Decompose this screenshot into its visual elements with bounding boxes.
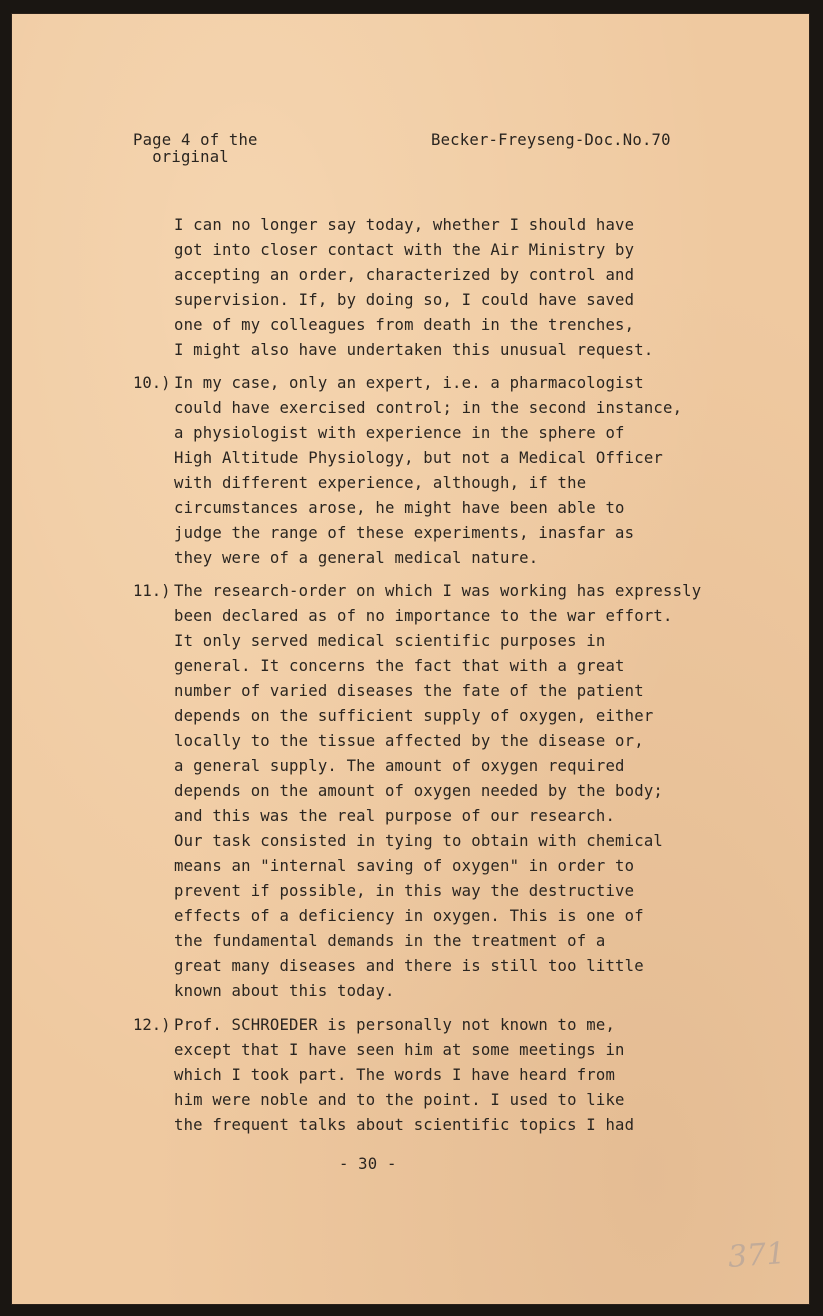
intro-line: I can no longer say today, whether I should have bbox=[174, 216, 635, 234]
page-reference-line1: Page 4 of the bbox=[133, 131, 258, 149]
page-reference-line2: original bbox=[152, 148, 229, 166]
paragraph-line: been declared as of no importance to the war effort. bbox=[174, 607, 673, 625]
paragraph-number: 10.) bbox=[133, 374, 171, 392]
paragraph-line: circumstances arose, he might have been able to bbox=[174, 499, 625, 517]
paragraph-line: Our task consisted in tying to obtain with chemical bbox=[174, 832, 663, 850]
paragraph-line: depends on the sufficient supply of oxygen, either bbox=[174, 707, 654, 725]
paragraph-line: the fundamental demands in the treatment of a bbox=[174, 932, 606, 950]
paragraph-line: It only served medical scientific purposes in bbox=[174, 632, 606, 650]
paragraph-line: Prof. SCHROEDER is personally not known to me, bbox=[174, 1016, 616, 1034]
paragraph-line: could have exercised control; in the second instance, bbox=[174, 399, 683, 417]
paragraph-line: locally to the tissue affected by the disease or, bbox=[174, 732, 644, 750]
paragraph-line: a general supply. The amount of oxygen required bbox=[174, 757, 625, 775]
paragraph-line: the frequent talks about scientific topics I had bbox=[174, 1116, 635, 1134]
page-number: - 30 - bbox=[339, 1155, 397, 1173]
intro-line: one of my colleagues from death in the trenches, bbox=[174, 316, 635, 334]
document-page bbox=[12, 14, 809, 1304]
document-number: Becker-Freyseng-Doc.No.70 bbox=[431, 131, 671, 149]
paragraph-line: In my case, only an expert, i.e. a pharmacologist bbox=[174, 374, 644, 392]
page-reference bbox=[133, 132, 258, 166]
paragraph-line: High Altitude Physiology, but not a Medical Officer bbox=[174, 449, 663, 467]
paragraph-line: except that I have seen him at some meetings in bbox=[174, 1041, 625, 1059]
paragraph-line: The research-order on which I was working has expressly bbox=[174, 582, 702, 600]
paragraph-line: general. It concerns the fact that with a great bbox=[174, 657, 625, 675]
paragraph-line: and this was the real purpose of our research. bbox=[174, 807, 616, 825]
intro-line: supervision. If, by doing so, I could have saved bbox=[174, 291, 635, 309]
paragraph-line: great many diseases and there is still too little bbox=[174, 957, 644, 975]
paragraph-line: prevent if possible, in this way the destructive bbox=[174, 882, 635, 900]
paragraph-line: a physiologist with experience in the sphere of bbox=[174, 424, 625, 442]
paragraph-number: 11.) bbox=[133, 582, 171, 600]
paragraph-line: means an "internal saving of oxygen" in order to bbox=[174, 857, 635, 875]
paragraph-line: number of varied diseases the fate of the patient bbox=[174, 682, 644, 700]
paragraph-line: which I took part. The words I have heard from bbox=[174, 1066, 616, 1084]
intro-line: I might also have undertaken this unusual request. bbox=[174, 341, 654, 359]
archive-number: 371 bbox=[726, 1236, 787, 1275]
paragraph-number: 12.) bbox=[133, 1016, 171, 1034]
paragraph-line: with different experience, although, if the bbox=[174, 474, 587, 492]
paragraph-line: known about this today. bbox=[174, 982, 395, 1000]
intro-line: got into closer contact with the Air Ministry by bbox=[174, 241, 635, 259]
paragraph-line: effects of a deficiency in oxygen. This is one of bbox=[174, 907, 644, 925]
paragraph-line: they were of a general medical nature. bbox=[174, 549, 539, 567]
paragraph-line: depends on the amount of oxygen needed by the body; bbox=[174, 782, 663, 800]
paragraph-line: judge the range of these experiments, inasfar as bbox=[174, 524, 635, 542]
paragraph-line: him were noble and to the point. I used to like bbox=[174, 1091, 625, 1109]
intro-line: accepting an order, characterized by control and bbox=[174, 266, 635, 284]
